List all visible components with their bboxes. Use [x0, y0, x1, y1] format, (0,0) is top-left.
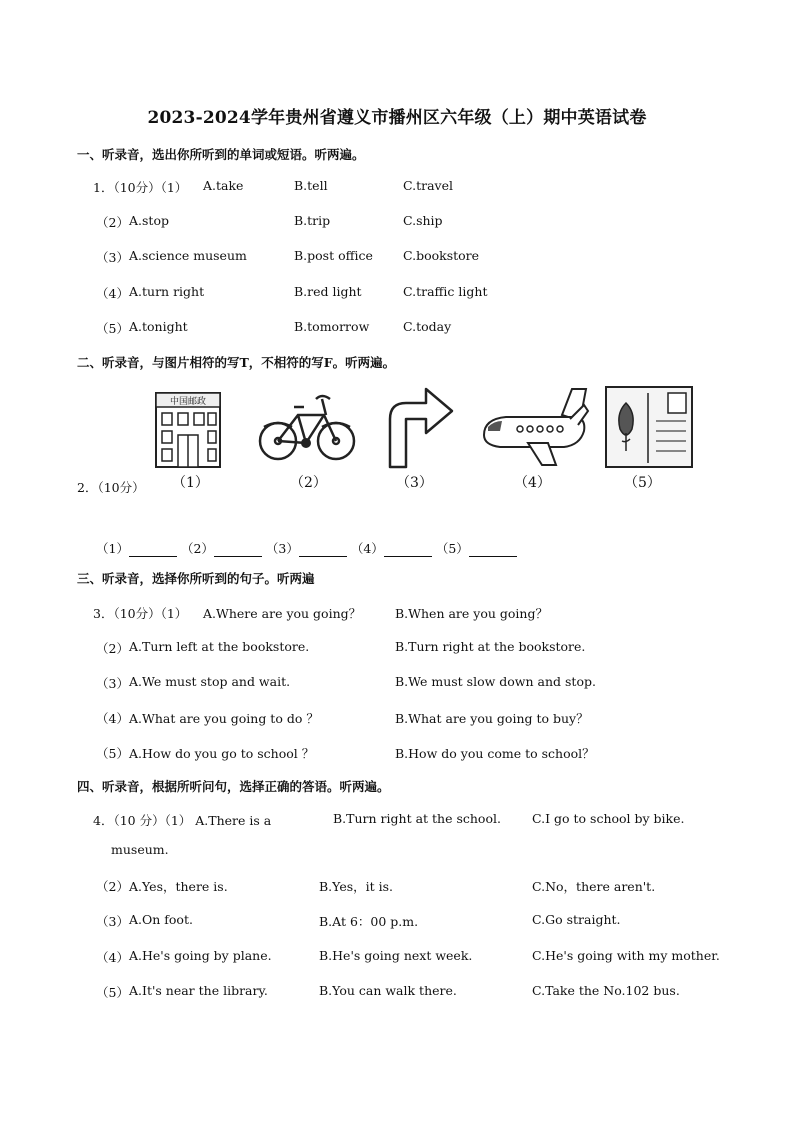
- q3-row-lead: （2）: [96, 641, 129, 656]
- q1-option-a: A.turn right: [129, 284, 205, 299]
- answer-blank-5[interactable]: [469, 544, 517, 557]
- q1-option-a: A.take: [203, 178, 244, 193]
- post-office-icon: [152, 385, 224, 469]
- q4-option-b: B.At 6：00 p.m.: [319, 914, 419, 929]
- q1-option-b: B.post office: [294, 248, 373, 263]
- q4-option-c: C.Take the No.102 bus.: [532, 983, 680, 998]
- q4-option-b: B.He's going next week.: [319, 948, 473, 963]
- q2-lead: 2．（10分）: [77, 480, 145, 495]
- q1-option-c: C.ship: [403, 213, 443, 228]
- section-3-heading: 三、听录音，选择你所听到的句子。听两遍: [77, 571, 315, 586]
- picture-label: （3）: [396, 475, 433, 491]
- q2-answer-blanks: [96, 539, 521, 557]
- q1-option-b: B.tomorrow: [294, 319, 370, 334]
- airplane-icon: [476, 385, 590, 469]
- blank-label: （2）: [180, 541, 214, 556]
- blank-label: （4）: [350, 541, 384, 556]
- turn-right-arrow-icon: [384, 385, 456, 469]
- picture-label: （4）: [514, 475, 551, 491]
- q4-option-a: A.On foot.: [129, 912, 193, 927]
- q4-option-a-continued: museum.: [111, 842, 169, 857]
- answer-blank-3[interactable]: [299, 544, 347, 557]
- section-4-heading: 四、听录音，根据所听问句，选择正确的答语。听两遍。: [77, 779, 390, 794]
- q1-row-lead: （4）: [96, 286, 129, 301]
- q1-row-lead: （5）: [96, 321, 129, 336]
- q4-option-b: B.You can walk there.: [319, 983, 457, 998]
- q4-option-a: A.He's going by plane.: [129, 948, 272, 963]
- bicycle-icon: [256, 385, 356, 469]
- q1-option-a: A.science museum: [129, 248, 247, 263]
- postcard-icon: [604, 385, 694, 469]
- q1-option-a: A.stop: [129, 213, 169, 228]
- q3-option-b: B.We must slow down and stop.: [395, 674, 596, 689]
- q3-option-a: A.We must stop and wait.: [129, 674, 291, 689]
- section-2-heading: 二、听录音，与图片相符的写T，不相符的写F。听两遍。: [77, 355, 396, 370]
- blank-label: （3）: [265, 541, 299, 556]
- picture-label: （5）: [624, 475, 661, 491]
- q1-row-lead: 1．（10分）（1）: [93, 180, 188, 195]
- q3-option-a: A.How do you go to school ？: [129, 746, 315, 761]
- q4-row-lead: （2）: [96, 879, 129, 894]
- q4-option-c: C.He's going with my mother.: [532, 948, 720, 963]
- answer-blank-2[interactable]: [214, 544, 262, 557]
- q4-option-b: B.Yes，it is.: [319, 879, 394, 894]
- q3-option-b: B.Turn right at the bookstore.: [395, 639, 586, 654]
- answer-blank-1[interactable]: [129, 544, 177, 557]
- blank-label: （1）: [96, 541, 129, 556]
- q1-option-b: B.trip: [294, 213, 331, 228]
- blank-label: （5）: [435, 541, 469, 556]
- q4-option-a: A.It's near the library.: [129, 983, 268, 998]
- q1-option-c: C.travel: [403, 178, 453, 193]
- q1-option-c: C.traffic light: [403, 284, 488, 299]
- q3-row-lead: （3）: [96, 676, 129, 691]
- answer-blank-4[interactable]: [384, 544, 432, 557]
- q4-option-a: A.Yes，there is.: [129, 879, 228, 894]
- q4-option-c: C.I go to school by bike.: [532, 811, 685, 826]
- q3-option-b: B.How do you come to school？: [395, 746, 595, 761]
- q4-row-lead: （4）: [96, 950, 129, 965]
- q1-row-lead: （3）: [96, 250, 129, 265]
- q3-option-b: B.When are you going？: [395, 606, 548, 621]
- sign-text: 中国邮政: [169, 397, 207, 407]
- q4-row-lead: 4．（10 分）（1） A.There is a: [93, 813, 272, 828]
- q3-option-b: B.What are you going to buy？: [395, 711, 589, 726]
- q4-option-b: B.Turn right at the school.: [333, 811, 501, 826]
- q1-option-b: B.tell: [294, 178, 328, 193]
- section-1-heading: 一、听录音，选出你所听到的单词或短语。听两遍。: [77, 147, 365, 162]
- page-title: 2023-2024学年贵州省遵义市播州区六年级（上）期中英语试卷: [147, 108, 647, 128]
- q1-row-lead: （2）: [96, 215, 129, 230]
- q4-option-c: C.Go straight.: [532, 912, 621, 927]
- q1-option-c: C.bookstore: [403, 248, 480, 263]
- q3-option-a: A.What are you going to do ？: [129, 711, 319, 726]
- q4-option-c: C.No，there aren't.: [532, 879, 656, 894]
- q1-option-c: C.today: [403, 319, 452, 334]
- picture-label: （1）: [172, 475, 209, 491]
- q3-option-a: A.Turn left at the bookstore.: [129, 639, 310, 654]
- q3-option-a: A.Where are you going？: [203, 606, 362, 621]
- q4-row-lead: （3）: [96, 914, 129, 929]
- q3-row-lead: 3．（10分）（1）: [93, 606, 188, 621]
- q4-row-lead: （5）: [96, 985, 129, 1000]
- q3-row-lead: （5）: [96, 746, 129, 761]
- q1-option-b: B.red light: [294, 284, 362, 299]
- q1-option-a: A.tonight: [129, 319, 188, 334]
- q3-row-lead: （4）: [96, 711, 129, 726]
- picture-label: （2）: [290, 475, 327, 491]
